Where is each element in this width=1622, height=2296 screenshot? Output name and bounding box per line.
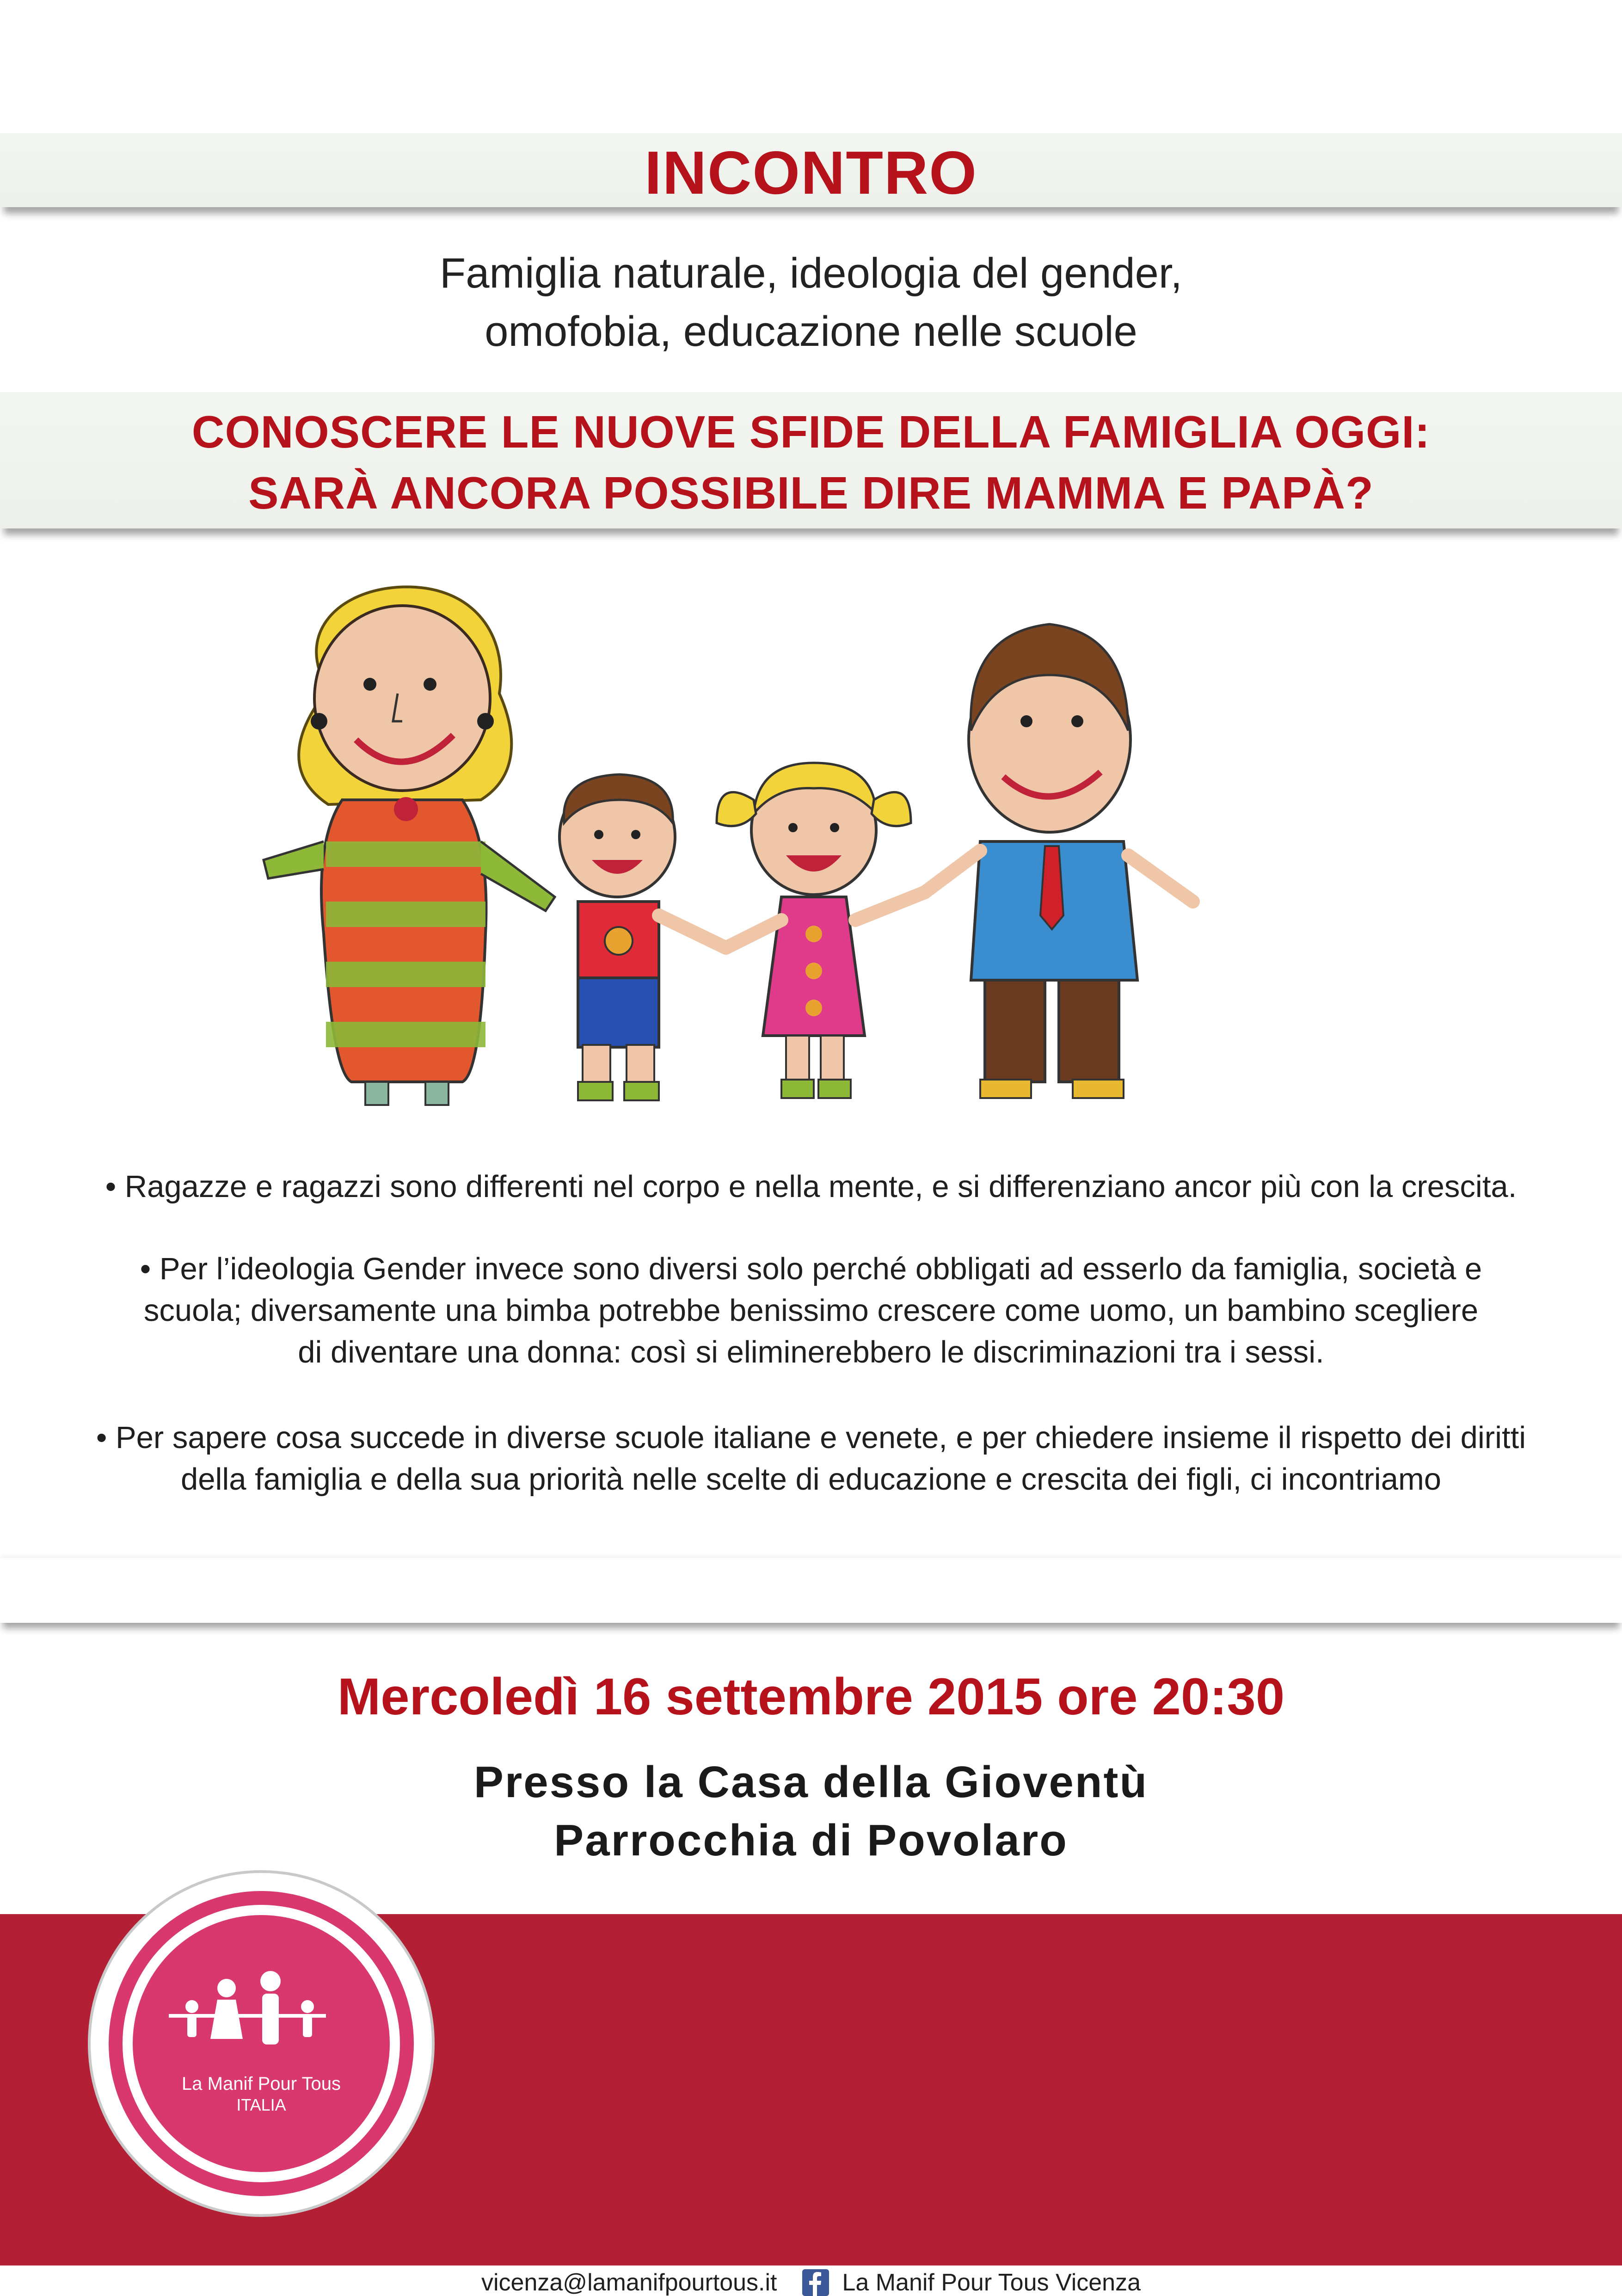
subtitle-line: Famiglia naturale, ideologia del gender, bbox=[440, 250, 1182, 297]
venue-line: Presso la Casa della Gioventù bbox=[473, 1757, 1149, 1807]
paragraph-line: della famiglia e della sua priorità nelle scelte di educazione e crescita dei figli, ci incontriamo bbox=[180, 1462, 1442, 1497]
headline-question bbox=[0, 401, 1622, 523]
headline-line: SARÀ ANCORA POSSIBILE DIRE MAMMA E PAPÀ? bbox=[248, 467, 1374, 518]
subtitle bbox=[0, 244, 1622, 361]
subtitle-line: omofobia, educazione nelle scuole bbox=[485, 308, 1137, 355]
page-title: INCONTRO bbox=[645, 139, 977, 207]
divider-band bbox=[0, 1558, 1622, 1623]
contact-line bbox=[0, 2269, 1622, 2294]
paragraph-line: • Per sapere cosa succede in diverse scuole italiane e venete, e per chiedere insieme il rispetto dei diritti bbox=[96, 1420, 1526, 1455]
paragraph-line: • Per l’ideologia Gender invece sono diversi solo perché obbligati ad esserlo da famiglia, società e bbox=[140, 1252, 1482, 1286]
mother-figure bbox=[264, 587, 555, 1105]
contact-email[interactable]: vicenza@lamanifpourtous.it bbox=[481, 2269, 777, 2296]
paragraph-1: • Ragazze e ragazzi sono differenti nel corpo e nella mente, e si differenziano ancor più con la crescita. bbox=[105, 1169, 1517, 1204]
event-date: Mercoledì 16 settembre 2015 ore 20:30 bbox=[337, 1668, 1285, 1725]
paragraph-line: di diventare una donna: così si eliminerebbero le discriminazioni tra i sessi. bbox=[298, 1335, 1324, 1369]
organization-logo bbox=[86, 1868, 437, 2219]
paragraph-line: scuola; diversamente una bimba potrebbe benissimo crescere come uomo, un bambino scegliere bbox=[143, 1293, 1479, 1328]
boy-figure bbox=[559, 774, 726, 1100]
family-drawing-illustration bbox=[259, 583, 1322, 1128]
facebook-icon bbox=[802, 2269, 829, 2296]
venue-line: Parrocchia di Povolaro bbox=[554, 1816, 1068, 1865]
girl-figure bbox=[717, 763, 925, 1098]
headline-line: CONOSCERE LE NUOVE SFIDE DELLA FAMIGLIA OGGI: bbox=[191, 406, 1431, 457]
contact-facebook[interactable]: La Manif Pour Tous Vicenza bbox=[842, 2269, 1141, 2296]
father-figure bbox=[925, 624, 1193, 1098]
logo-text-line2: ITALIA bbox=[236, 2095, 286, 2114]
event-venue bbox=[0, 1753, 1622, 1870]
paragraph-2 bbox=[0, 1248, 1622, 1373]
logo-text-line1: La Manif Pour Tous bbox=[182, 2074, 341, 2094]
paragraph-3 bbox=[0, 1417, 1622, 1500]
